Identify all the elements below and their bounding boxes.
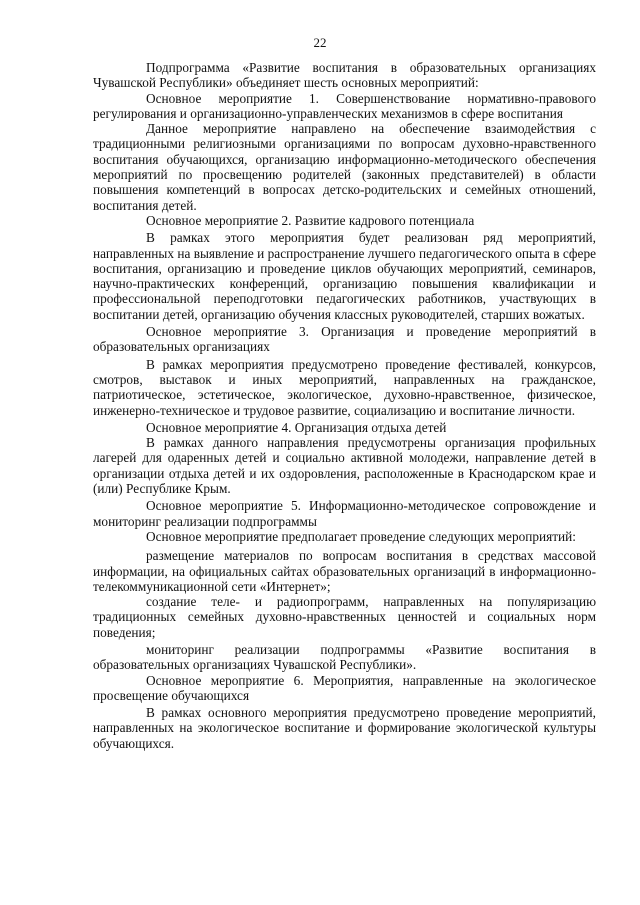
page-number: 22: [313, 35, 327, 50]
paragraph-measure-4-text: В рамках данного направления предусмотрены организация профильных лагерей для одаренных детей и социально активной молодежи, направление детей в организации отдыха детей и их оздоровления, расположенные в Краснодарском крае и (или) Республике Крым.: [93, 435, 596, 497]
paragraph-measure-3-text: В рамках мероприятия предусмотрено проведение фестивалей, конкурсов, смотров, выставок и иных мероприятий, направленных на гражданское, патриотическое, эстетическое, экологическое, духовно-нравственное, физическое, инженерно-техническое и трудовое развитие, социализацию и воспитание личности.: [93, 356, 596, 418]
list-item-media: размещение материалов по вопросам воспитания в средствах массовой информации, на официальных сайтах образовательных организаций в информационно-телекоммуникационной сети «Интернет»;: [93, 548, 596, 594]
paragraph-intro: Подпрограмма «Развитие воспитания в образовательных организациях Чувашской Республики» объединяет шесть основных мероприятий:: [93, 60, 596, 91]
paragraph-measure-3-heading: Основное мероприятие 3. Организация и проведение мероприятий в образовательных организациях: [93, 324, 596, 355]
paragraph-measure-5-heading: Основное мероприятие 5. Информационно-методическое сопровождение и мониторинг реализации подпрограммы: [93, 498, 596, 529]
paragraph-measure-4-heading: Основное мероприятие 4. Организация отдыха детей: [146, 419, 447, 435]
paragraph-measure-1-heading: Основное мероприятие 1. Совершенствование нормативно-правового регулирования и организационно-управленческих механизмов в сфере воспитания: [93, 90, 596, 121]
paragraph-measure-5-text: Основное мероприятие предполагает проведение следующих мероприятий:: [146, 528, 576, 544]
paragraph-measure-2-heading: Основное мероприятие 2. Развитие кадрового потенциала: [146, 212, 475, 228]
paragraph-measure-6-heading: Основное мероприятие 6. Мероприятия, направленные на экологическое просвещение обучающихся: [93, 672, 596, 703]
list-item-monitoring: мониторинг реализации подпрограммы «Развитие воспитания в образовательных организациях Чувашской Республики».: [93, 641, 596, 673]
paragraph-measure-1-text: Данное мероприятие направлено на обеспечение взаимодействия с традиционными религиозными организациями по вопросам духовно-нравственного воспитания обучающихся, организацию информационно-методического обеспечения мероприятий по просвещению родителей (законных представителей) в области повышения компетенций в вопросах детско-родительских и семейных отношений, воспитания детей.: [93, 121, 596, 213]
paragraph-measure-2-text: В рамках этого мероприятия будет реализован ряд мероприятий, направленных на выявление и распространение лучшего педагогического опыта в сфере воспитания, организацию и проведение циклов обучающих мероприятий, семинаров, научно-практических конференций, организацию повышения квалификации и профессиональной переподготовки педагогических работников, участвующих в воспитании детей, организацию обучения классных руководителей, старших вожатых.: [93, 230, 596, 322]
list-item-broadcast: создание теле- и радиопрограмм, направленных на популяризацию традиционных семейных духовно-нравственных ценностей и социальных норм поведения;: [93, 594, 596, 640]
paragraph-measure-6-text: В рамках основного мероприятия предусмотрено проведение мероприятий, направленных на экологическое воспитание и формирование экологической культуры обучающихся.: [93, 705, 596, 751]
document-body: [93, 60, 596, 751]
